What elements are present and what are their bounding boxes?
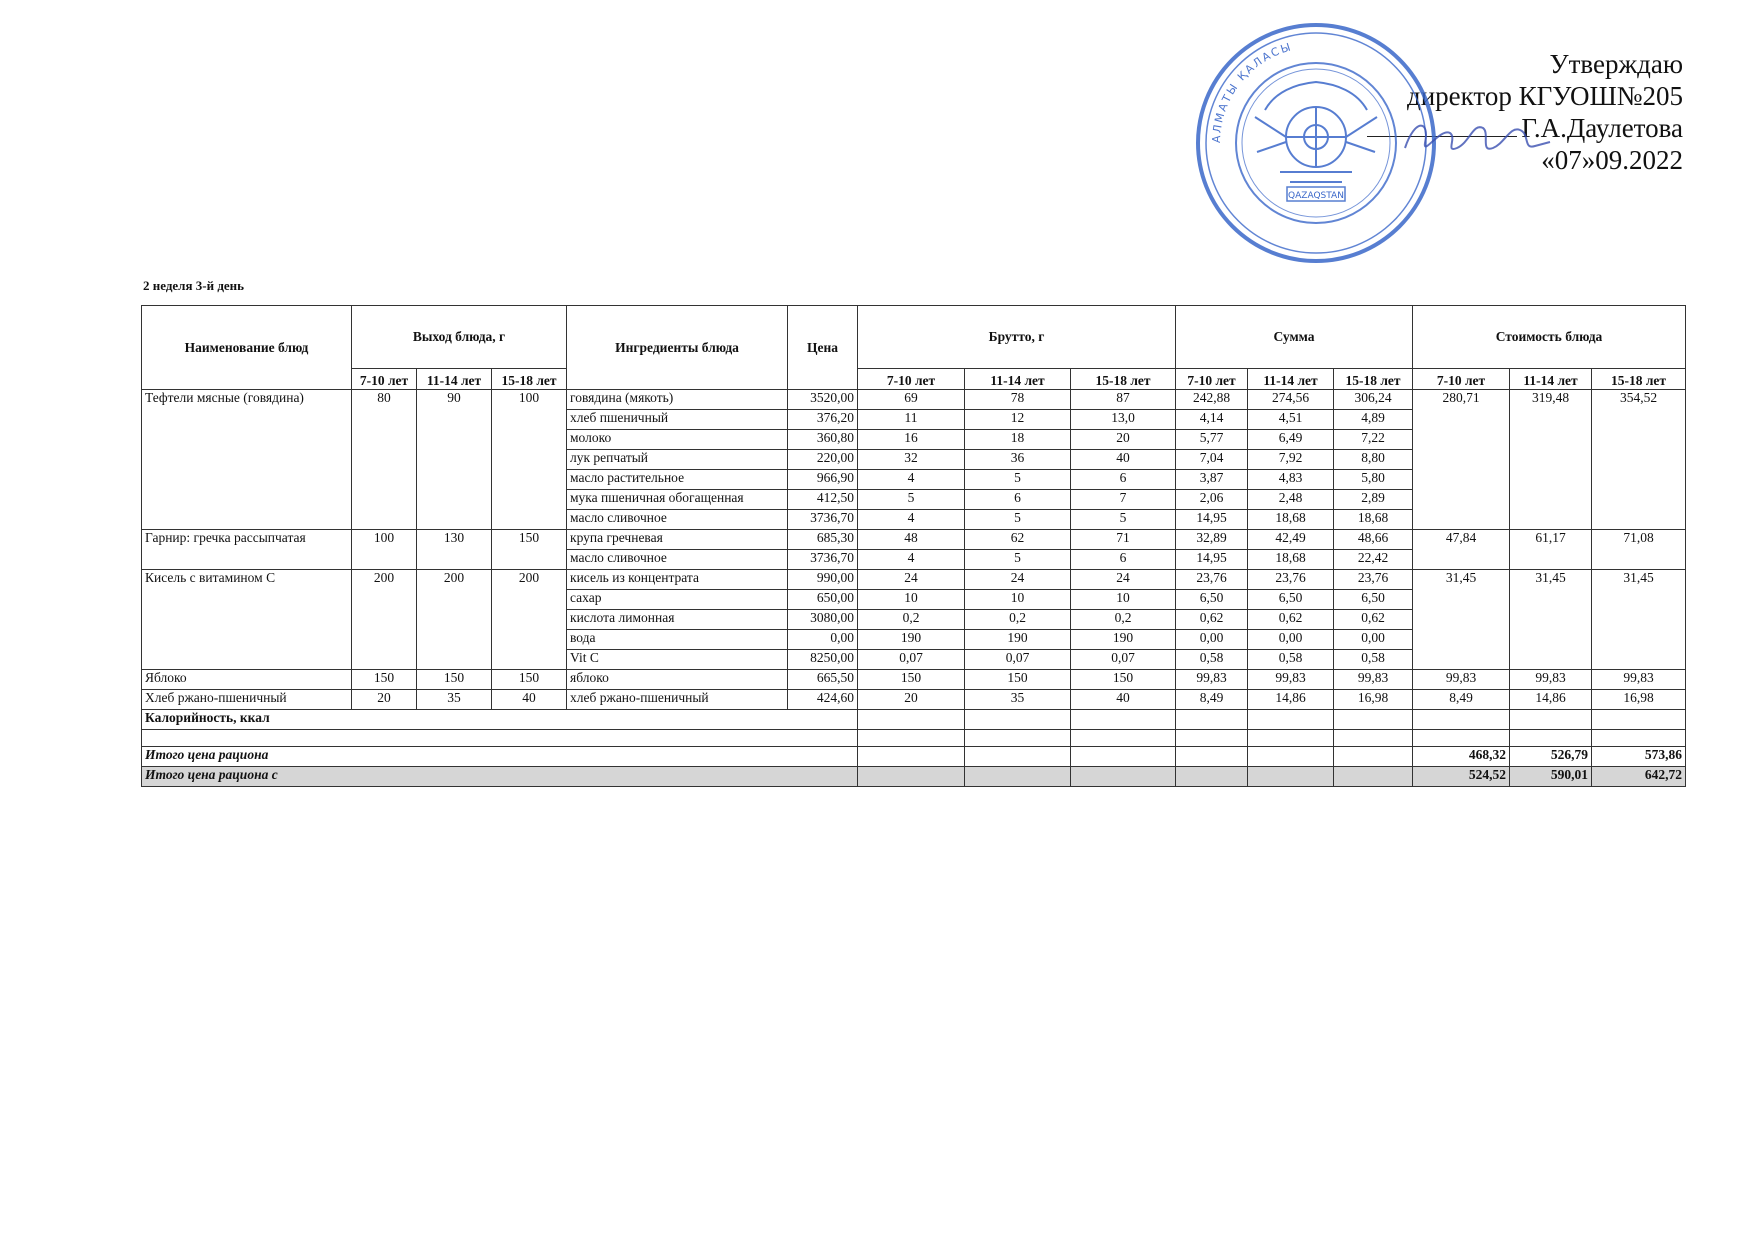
header-age: 11-14 лет xyxy=(1510,369,1592,390)
total-value: 468,32 xyxy=(1413,747,1510,767)
ingredient-sum: 242,88 xyxy=(1176,390,1248,410)
handwritten-signature-icon xyxy=(1395,108,1555,168)
header-cost: Стоимость блюда xyxy=(1413,306,1686,369)
ingredient-price: 665,50 xyxy=(788,670,858,690)
ingredient-gross: 62 xyxy=(965,530,1071,550)
ingredient-gross: 0,07 xyxy=(965,650,1071,670)
total-value: 573,86 xyxy=(1592,747,1686,767)
ingredient-price: 3080,00 xyxy=(788,610,858,630)
ingredient-gross: 0,2 xyxy=(858,610,965,630)
ingredient-sum: 99,83 xyxy=(1176,670,1248,690)
ingredient-name: кисель из концентрата xyxy=(567,570,788,590)
ingredient-gross: 4 xyxy=(858,550,965,570)
ingredient-gross: 5 xyxy=(965,550,1071,570)
ingredient-gross: 5 xyxy=(965,470,1071,490)
dish-name: Тефтели мясные (говядина) xyxy=(142,390,352,530)
ingredient-sum: 18,68 xyxy=(1248,510,1334,530)
ingredient-gross: 20 xyxy=(858,690,965,710)
ingredient-gross: 11 xyxy=(858,410,965,430)
ingredient-price: 220,00 xyxy=(788,450,858,470)
ingredient-price: 376,20 xyxy=(788,410,858,430)
dish-cost: 99,83 xyxy=(1592,670,1686,690)
dish-name: Кисель с витамином С xyxy=(142,570,352,670)
ingredient-gross: 13,0 xyxy=(1071,410,1176,430)
ingredient-sum: 6,50 xyxy=(1334,590,1413,610)
total-label: Итого цена рациона xyxy=(142,747,858,767)
total-label: Итого цена рациона с xyxy=(142,767,858,787)
total-row xyxy=(142,747,1686,767)
ingredient-gross: 32 xyxy=(858,450,965,470)
ingredient-sum: 4,51 xyxy=(1248,410,1334,430)
dish-cost: 16,98 xyxy=(1592,690,1686,710)
ingredient-sum: 23,76 xyxy=(1176,570,1248,590)
ingredient-sum: 32,89 xyxy=(1176,530,1248,550)
dish-yield: 100 xyxy=(352,530,417,570)
ingredient-sum: 14,95 xyxy=(1176,550,1248,570)
ingredient-sum: 99,83 xyxy=(1334,670,1413,690)
header-yield: Выход блюда, г xyxy=(352,306,567,369)
table-body xyxy=(142,390,1686,710)
calories-row xyxy=(142,710,1686,730)
dish-cost: 8,49 xyxy=(1413,690,1510,710)
ingredient-gross: 40 xyxy=(1071,690,1176,710)
dish-yield: 20 xyxy=(352,690,417,710)
header-age: 7-10 лет xyxy=(858,369,965,390)
ingredient-sum: 7,04 xyxy=(1176,450,1248,470)
ingredient-name: хлеб пшеничный xyxy=(567,410,788,430)
ingredient-gross: 150 xyxy=(858,670,965,690)
seal-ring-text: АЛМАТЫ ҚАЛАСЫ xyxy=(1209,40,1294,144)
ingredient-gross: 0,07 xyxy=(1071,650,1176,670)
header-age: 11-14 лет xyxy=(965,369,1071,390)
dish-name: Гарнир: гречка рассыпчатая xyxy=(142,530,352,570)
ingredient-sum: 14,95 xyxy=(1176,510,1248,530)
ingredient-sum: 16,98 xyxy=(1334,690,1413,710)
ingredient-gross: 71 xyxy=(1071,530,1176,550)
ingredient-sum: 6,50 xyxy=(1248,590,1334,610)
ingredient-gross: 24 xyxy=(965,570,1071,590)
ingredient-gross: 69 xyxy=(858,390,965,410)
ingredient-sum: 2,06 xyxy=(1176,490,1248,510)
ingredient-price: 8250,00 xyxy=(788,650,858,670)
table-row xyxy=(142,570,1686,590)
ingredient-sum: 274,56 xyxy=(1248,390,1334,410)
ingredient-price: 0,00 xyxy=(788,630,858,650)
dish-yield: 90 xyxy=(417,390,492,530)
dish-cost: 71,08 xyxy=(1592,530,1686,570)
dish-yield: 200 xyxy=(492,570,567,670)
approval-name: Г.А.Даулетова xyxy=(1521,113,1683,143)
ingredient-price: 412,50 xyxy=(788,490,858,510)
ingredient-gross: 190 xyxy=(1071,630,1176,650)
ingredient-sum: 2,48 xyxy=(1248,490,1334,510)
ingredient-gross: 5 xyxy=(965,510,1071,530)
ingredient-name: масло сливочное xyxy=(567,510,788,530)
header-price: Цена xyxy=(788,306,858,390)
ingredient-sum: 14,86 xyxy=(1248,690,1334,710)
dish-cost: 99,83 xyxy=(1510,670,1592,690)
ingredient-gross: 4 xyxy=(858,510,965,530)
dish-cost: 31,45 xyxy=(1592,570,1686,670)
ingredient-price: 3736,70 xyxy=(788,510,858,530)
calories-label: Калорийность, ккал xyxy=(142,710,858,730)
ingredient-sum: 18,68 xyxy=(1248,550,1334,570)
header-sum: Сумма xyxy=(1176,306,1413,369)
total-value: 526,79 xyxy=(1510,747,1592,767)
dish-cost: 31,45 xyxy=(1413,570,1510,670)
dish-cost: 319,48 xyxy=(1510,390,1592,530)
ingredient-gross: 0,2 xyxy=(965,610,1071,630)
total-value: 524,52 xyxy=(1413,767,1510,787)
ingredient-gross: 10 xyxy=(965,590,1071,610)
total-value: 642,72 xyxy=(1592,767,1686,787)
ingredient-sum: 5,80 xyxy=(1334,470,1413,490)
dish-yield: 40 xyxy=(492,690,567,710)
header-age: 15-18 лет xyxy=(492,369,567,390)
ingredient-sum: 23,76 xyxy=(1334,570,1413,590)
ingredient-price: 990,00 xyxy=(788,570,858,590)
ingredient-name: крупа гречневая xyxy=(567,530,788,550)
ingredient-name: масло растительное xyxy=(567,470,788,490)
ingredient-gross: 6 xyxy=(965,490,1071,510)
dish-yield: 35 xyxy=(417,690,492,710)
header-age: 7-10 лет xyxy=(1413,369,1510,390)
ingredient-sum: 306,24 xyxy=(1334,390,1413,410)
dish-yield: 130 xyxy=(417,530,492,570)
ingredient-sum: 5,77 xyxy=(1176,430,1248,450)
dish-cost: 61,17 xyxy=(1510,530,1592,570)
ingredient-name: Vit C xyxy=(567,650,788,670)
ingredient-price: 650,00 xyxy=(788,590,858,610)
ingredient-price: 3520,00 xyxy=(788,390,858,410)
spacer-row xyxy=(142,730,1686,747)
ingredient-gross: 48 xyxy=(858,530,965,550)
dish-yield: 150 xyxy=(417,670,492,690)
ingredient-sum: 42,49 xyxy=(1248,530,1334,550)
ingredient-gross: 40 xyxy=(1071,450,1176,470)
ingredient-sum: 4,89 xyxy=(1334,410,1413,430)
total-row-with-markup xyxy=(142,767,1686,787)
ingredient-sum: 99,83 xyxy=(1248,670,1334,690)
ingredient-sum: 0,62 xyxy=(1334,610,1413,630)
header-dish: Наименование блюд xyxy=(142,306,352,390)
header-age: 7-10 лет xyxy=(1176,369,1248,390)
ingredient-sum: 6,50 xyxy=(1176,590,1248,610)
ingredient-name: вода xyxy=(567,630,788,650)
table-header xyxy=(142,306,1686,390)
ingredient-gross: 150 xyxy=(1071,670,1176,690)
header-gross: Брутто, г xyxy=(858,306,1176,369)
total-value: 590,01 xyxy=(1510,767,1592,787)
approval-date: «07»09.2022 xyxy=(1541,145,1683,175)
ingredient-gross: 87 xyxy=(1071,390,1176,410)
approval-position: директор КГУОШ№205 xyxy=(1406,81,1683,111)
ingredient-gross: 20 xyxy=(1071,430,1176,450)
header-age: 15-18 лет xyxy=(1334,369,1413,390)
ingredient-gross: 6 xyxy=(1071,470,1176,490)
ingredient-sum: 0,58 xyxy=(1334,650,1413,670)
ingredient-price: 966,90 xyxy=(788,470,858,490)
ingredient-name: хлеб ржано-пшеничный xyxy=(567,690,788,710)
header-age: 11-14 лет xyxy=(1248,369,1334,390)
ingredient-sum: 23,76 xyxy=(1248,570,1334,590)
day-label: 2 неделя 3-й день xyxy=(143,278,245,293)
dish-cost: 47,84 xyxy=(1413,530,1510,570)
ingredient-gross: 5 xyxy=(1071,510,1176,530)
header-age: 11-14 лет xyxy=(417,369,492,390)
ingredient-sum: 0,00 xyxy=(1248,630,1334,650)
ingredient-sum: 7,22 xyxy=(1334,430,1413,450)
ingredient-gross: 10 xyxy=(1071,590,1176,610)
ingredient-gross: 35 xyxy=(965,690,1071,710)
ingredient-sum: 0,62 xyxy=(1176,610,1248,630)
ingredient-gross: 36 xyxy=(965,450,1071,470)
ingredient-gross: 0,07 xyxy=(858,650,965,670)
ingredient-sum: 0,58 xyxy=(1248,650,1334,670)
dish-yield: 150 xyxy=(492,670,567,690)
ingredient-sum: 4,83 xyxy=(1248,470,1334,490)
ingredient-sum: 22,42 xyxy=(1334,550,1413,570)
seal-country-text: QAZAQSTAN xyxy=(1288,191,1344,201)
ingredient-gross: 6 xyxy=(1071,550,1176,570)
ingredient-price: 360,80 xyxy=(788,430,858,450)
ingredient-sum: 0,00 xyxy=(1176,630,1248,650)
ingredient-name: яблоко xyxy=(567,670,788,690)
menu-table xyxy=(141,305,1686,787)
dish-cost: 280,71 xyxy=(1413,390,1510,530)
ingredient-name: мука пшеничная обогащенная xyxy=(567,490,788,510)
header-age: 15-18 лет xyxy=(1071,369,1176,390)
dish-yield: 150 xyxy=(352,670,417,690)
ingredient-gross: 24 xyxy=(1071,570,1176,590)
ingredient-sum: 18,68 xyxy=(1334,510,1413,530)
ingredient-gross: 5 xyxy=(858,490,965,510)
ingredient-gross: 12 xyxy=(965,410,1071,430)
ingredient-sum: 4,14 xyxy=(1176,410,1248,430)
dish-cost: 99,83 xyxy=(1413,670,1510,690)
ingredient-name: сахар xyxy=(567,590,788,610)
ingredient-gross: 16 xyxy=(858,430,965,450)
dish-name: Яблоко xyxy=(142,670,352,690)
dish-yield: 200 xyxy=(352,570,417,670)
ingredient-sum: 6,49 xyxy=(1248,430,1334,450)
ingredient-name: лук репчатый xyxy=(567,450,788,470)
dish-cost: 14,86 xyxy=(1510,690,1592,710)
ingredient-sum: 7,92 xyxy=(1248,450,1334,470)
dish-yield: 150 xyxy=(492,530,567,570)
ingredient-gross: 7 xyxy=(1071,490,1176,510)
ingredient-name: молоко xyxy=(567,430,788,450)
ingredient-gross: 190 xyxy=(858,630,965,650)
header-age: 15-18 лет xyxy=(1592,369,1686,390)
header-ingredients: Ингредиенты блюда xyxy=(567,306,788,390)
ingredient-sum: 8,49 xyxy=(1176,690,1248,710)
ingredient-gross: 4 xyxy=(858,470,965,490)
ingredient-price: 424,60 xyxy=(788,690,858,710)
approval-title: Утверждаю xyxy=(1549,49,1683,79)
ingredient-sum: 48,66 xyxy=(1334,530,1413,550)
table-footer xyxy=(142,710,1686,787)
ingredient-gross: 78 xyxy=(965,390,1071,410)
ingredient-gross: 18 xyxy=(965,430,1071,450)
header-age: 7-10 лет xyxy=(352,369,417,390)
ingredient-sum: 0,00 xyxy=(1334,630,1413,650)
ingredient-sum: 8,80 xyxy=(1334,450,1413,470)
table-row xyxy=(142,390,1686,410)
dish-yield: 200 xyxy=(417,570,492,670)
dish-name: Хлеб ржано-пшеничный xyxy=(142,690,352,710)
ingredient-price: 3736,70 xyxy=(788,550,858,570)
ingredient-gross: 10 xyxy=(858,590,965,610)
table-row xyxy=(142,690,1686,710)
ingredient-gross: 150 xyxy=(965,670,1071,690)
dish-yield: 80 xyxy=(352,390,417,530)
ingredient-name: говядина (мякоть) xyxy=(567,390,788,410)
ingredient-sum: 2,89 xyxy=(1334,490,1413,510)
table-row xyxy=(142,670,1686,690)
ingredient-sum: 3,87 xyxy=(1176,470,1248,490)
ingredient-gross: 24 xyxy=(858,570,965,590)
ingredient-sum: 0,58 xyxy=(1176,650,1248,670)
ingredient-name: масло сливочное xyxy=(567,550,788,570)
ingredient-sum: 0,62 xyxy=(1248,610,1334,630)
dish-cost: 354,52 xyxy=(1592,390,1686,530)
ingredient-price: 685,30 xyxy=(788,530,858,550)
dish-yield: 100 xyxy=(492,390,567,530)
ingredient-gross: 190 xyxy=(965,630,1071,650)
table-row xyxy=(142,530,1686,550)
dish-cost: 31,45 xyxy=(1510,570,1592,670)
ingredient-name: кислота лимонная xyxy=(567,610,788,630)
ingredient-gross: 0,2 xyxy=(1071,610,1176,630)
